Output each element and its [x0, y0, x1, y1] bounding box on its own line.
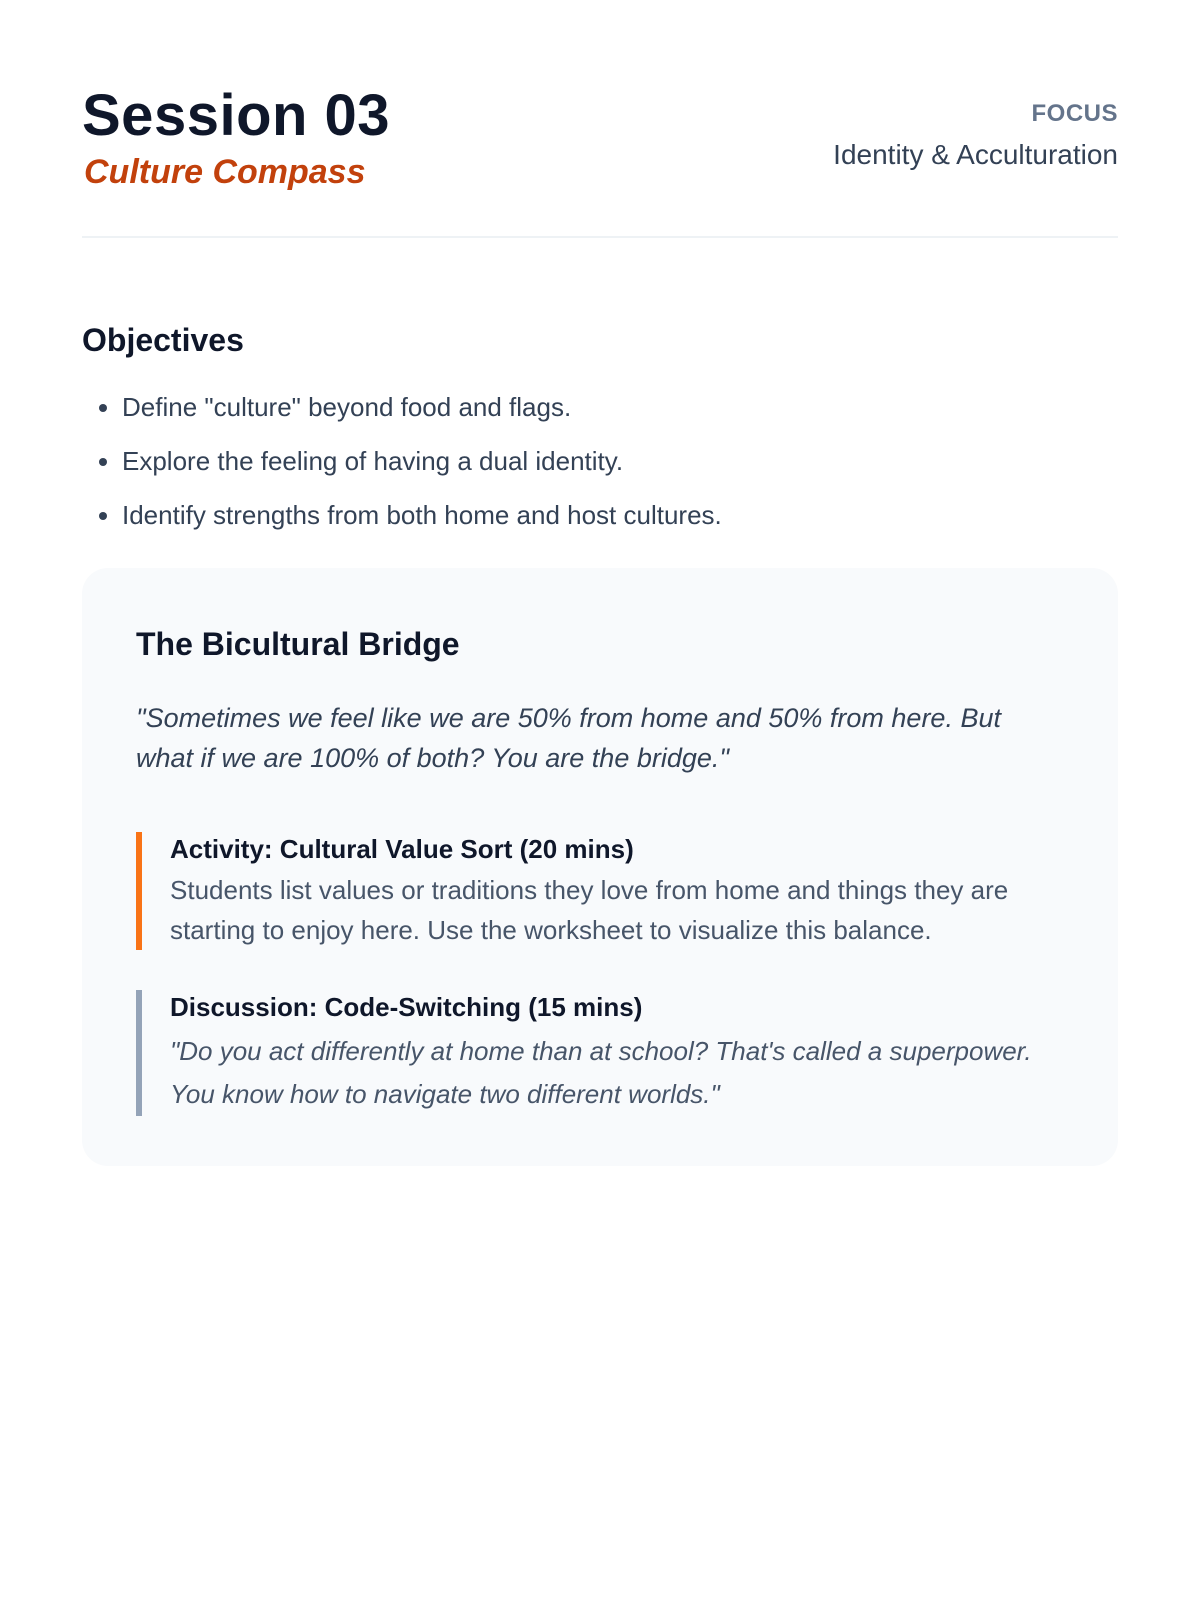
- objective-item: • Explore the feeling of having a dual identity.: [122, 444, 1118, 478]
- objectives-heading: Objectives: [82, 322, 244, 358]
- discussion-title: Discussion: Code-Switching (15 mins): [170, 992, 643, 1022]
- session-subtitle: Culture Compass: [84, 153, 366, 191]
- activity-block: [136, 832, 1064, 950]
- activity-description: Students list values or traditions they love from home and things they are starting to enjoy here. Use the worksheet to visualize this balance.: [170, 875, 1009, 945]
- focus-block: [833, 82, 1118, 172]
- session-header: [82, 82, 1118, 238]
- objectives-list: [82, 390, 1118, 532]
- discussion-quote: "Do you act differently at home than at school? That's called a superpower. You know how to navigate two different worlds.": [170, 1036, 1032, 1109]
- session-title: Session 03: [82, 83, 391, 148]
- activity-title: Activity: Cultural Value Sort (20 mins): [170, 834, 634, 864]
- card-title: The Bicultural Bridge: [136, 626, 460, 662]
- objective-item: • Identify strengths from both home and host cultures.: [122, 498, 1118, 532]
- title-block: [82, 82, 390, 192]
- objective-item: • Define "culture" beyond food and flags.: [122, 390, 1118, 424]
- focus-value: Identity & Acculturation: [833, 139, 1118, 170]
- discussion-block: [136, 990, 1064, 1116]
- objectives-section: [82, 320, 1118, 532]
- bicultural-bridge-card: [82, 568, 1118, 1166]
- focus-label: FOCUS: [1031, 100, 1118, 127]
- card-quote: "Sometimes we feel like we are 50% from home and 50% from here. But what if we are 100% of both? You are the bridge.": [136, 703, 1001, 773]
